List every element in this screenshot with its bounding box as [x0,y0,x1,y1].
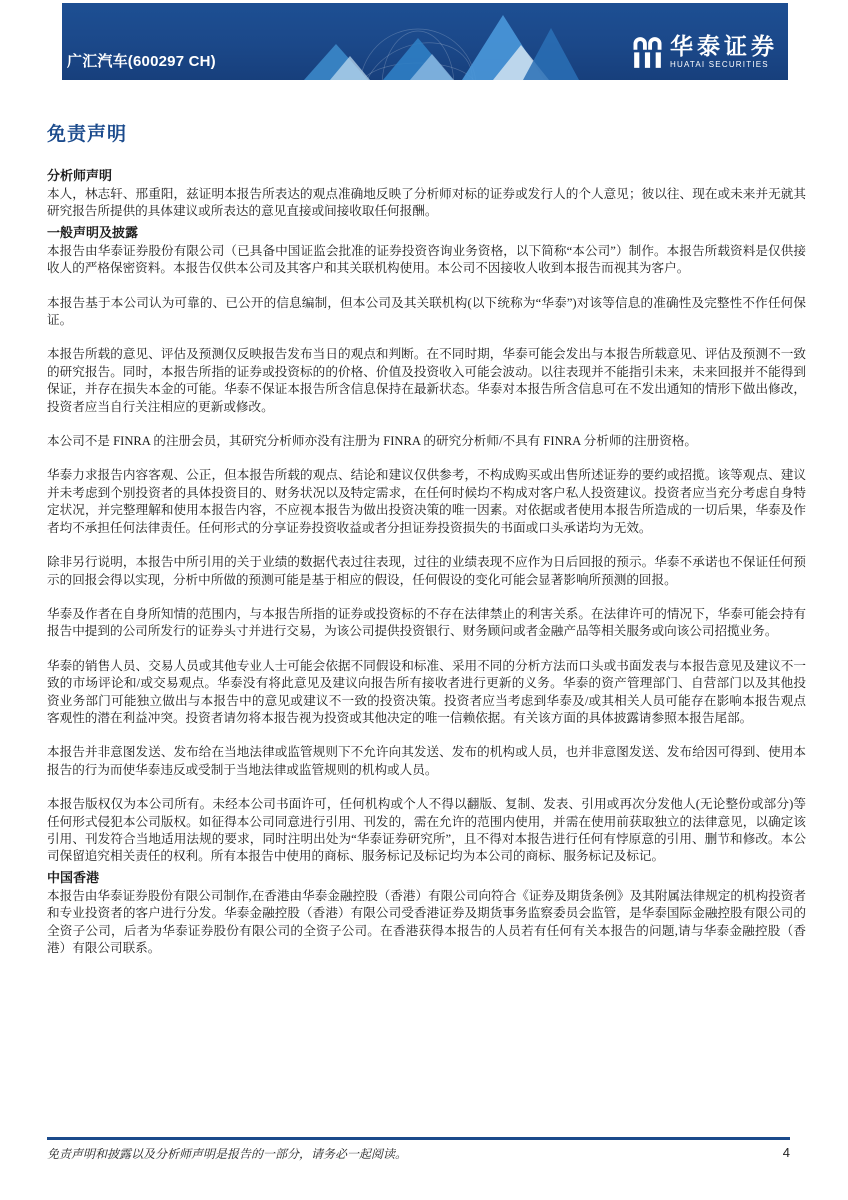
paragraph: 华泰的销售人员、交易人员或其他专业人士可能会依据不同假设和标准、采用不同的分析方法而口头或书面发表与本报告意见及建议不一致的市场评论和/或交易观点。华泰没有将此意见及建议向报告所有接收者进行更新的义务。华泰的资产管理部门、自营部门以及其他投资业务部门可能独立做出与本报告中的意见或建议不一致的投资决策。投资者应当考虑到华泰及/或其相关人员可能存在影响本报告观点客观性的潜在利益冲突。投资者请勿将本报告视为投资或其他决定的唯一信赖依据。有关该方面的具体披露请参照本报告尾部。 [47,658,806,725]
footer-disclaimer-note: 免责声明和披露以及分析师声明是报告的一部分，请务必一起阅读。 [47,1147,408,1161]
paragraph: 除非另行说明，本报告中所引用的关于业绩的数据代表过往表现，过往的业绩表现不应作为日后回报的预示。华泰不承诺也不保证任何预示的回报会得以实现，分析中所做的预测可能是基于相应的假设，任何假设的变化可能会显著影响所预测的回报。 [47,555,806,587]
huatai-logo-icon [632,34,663,69]
stock-title: 广汇汽车(600297 CH) [67,53,216,70]
header-graphic [290,3,590,80]
paragraph: 本报告由华泰证券股份有限公司（已具备中国证监会批准的证券投资咨询业务资格，以下简称“本公司”）制作。本报告所载资料是仅供接收人的严格保密资料。本报告仅供本公司及其客户和其关联机构使用。本公司不因接收人收到本报告而视其为客户。 [47,243,806,276]
section-heading: 分析师声明 [47,168,113,183]
header-banner [62,3,788,80]
paragraph: 华泰及作者在自身所知情的范围内，与本报告所指的证券或投资标的不存在法律禁止的利害关系。在法律许可的情况下，华泰可能会持有报告中提到的公司所发行的证券头寸并进行交易，为该公司提供投资银行、财务顾问或者金融产品等相关服务或向该公司招揽业务。 [47,606,806,639]
logo-name-cn: 华泰证券 [670,32,778,59]
huatai-logo-text [670,32,778,69]
paragraph: 本人，林志轩、邢重阳，兹证明本报告所表达的观点准确地反映了分析师对标的证券或发行人的个人意见；彼以往、现在或未来并无就其研究报告所提供的具体建议或所表达的意见直接或间接收取任何报酬。 [47,187,806,219]
paragraph: 本报告并非意图发送、发布给在当地法律或监管规则下不允许向其发送、发布的机构或人员，也并非意图发送、发布给因可得到、使用本报告的行为而使华泰违反或受制于当地法律或监管规则的机构或人员。 [47,745,806,777]
disclaimer-content [47,119,806,957]
paragraph: 本公司不是 FINRA 的注册会员，其研究分析师亦没有注册为 FINRA 的研究分析师/不具有 FINRA 分析师的注册资格。 [47,434,698,449]
section-analyst-statement [47,165,806,221]
huatai-logo [632,34,778,69]
paragraph: 本报告基于本公司认为可靠的、已公开的信息编制，但本公司及其关联机构(以下统称为“华泰”)对该等信息的准确性及完整性不作任何保证。 [47,295,806,328]
paragraph: 华泰力求报告内容客观、公正，但本报告所载的观点、结论和建议仅供参考，不构成购买或出售所述证券的要约或招揽。该等观点、建议并未考虑到个别投资者的具体投资目的、财务状况以及特定需求，在任何时候均不构成对客户私人投资建议。投资者应当充分考虑自身特定状况，并完整理解和使用本报告内容，不应视本报告为做出投资决策的唯一因素。对依据或者使用本报告所造成的一切后果，华泰及作者均不承担任何法律责任。任何形式的分享证券投资收益或者分担证券投资损失的书面或口头承诺均为无效。 [47,468,806,535]
section-heading: 一般声明及披露 [47,224,139,240]
page-title: 免责声明 [47,124,128,145]
page-number: 4 [782,1145,790,1160]
section-heading: 中国香港 [47,869,100,885]
paragraph: 本报告由华泰证券股份有限公司制作,在香港由华泰金融控股（香港）有限公司向符合《证券及期货条例》及其附属法律规定的机构投资者和专业投资者的客户进行分发。华泰金融控股（香港）有限公司受香港证券及期货事务监察委员会监管，是华泰国际金融控股有限公司的全资子公司，后者为华泰证券股份有限公司的全资子公司。在香港获得本报告的人员若有任何有关本报告的问题,请与华泰金融控股（香港）有限公司联系。 [47,888,806,955]
page-footer [47,1137,790,1162]
section-general-disclosure [47,222,806,866]
section-hong-kong [47,867,806,958]
paragraph: 本报告版权仅为本公司所有。未经本公司书面许可，任何机构或个人不得以翻版、复制、发表、引用或再次分发他人(无论整份或部分)等任何形式侵犯本公司版权。如征得本公司同意进行引用、刊发的，需在允许的范围内使用，并需在使用前获取独立的法律意见，以确定该引用、刊发符合当地适用法规的要求，同时注明出处为“华泰证券研究所”，且不得对本报告进行任何有悖原意的引用、删节和修改。本公司保留追究相关责任的权利。所有本报告中使用的商标、服务标记及标记均为本公司的商标、服务标记及标记。 [47,797,806,864]
logo-name-en: HUATAI SECURITIES [670,59,769,69]
paragraph: 本报告所载的意见、评估及预测仅反映报告发布当日的观点和判断。在不同时期，华泰可能会发出与本报告所载意见、评估及预测不一致的研究报告。同时，本报告所指的证券或投资标的的价格、价值及投资收入可能会波动。以往表现并不能指引未来，未来回报并不能得到保证，并存在损失本金的可能。华泰不保证本报告所含信息保持在最新状态。华泰对本报告所含信息可在不发出通知的情形下做出修改，投资者应当自行关注相应的更新或修改。 [47,347,806,414]
